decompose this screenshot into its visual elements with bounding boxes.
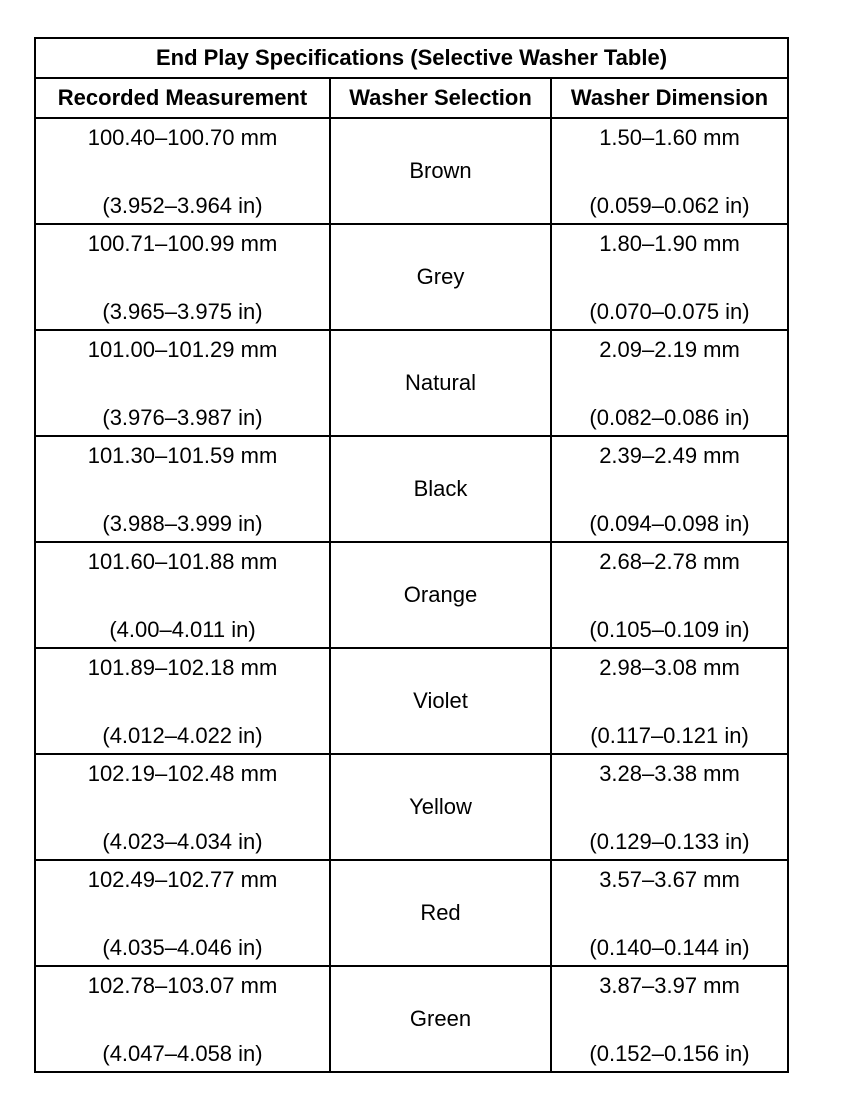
washer-dimension-cell bbox=[551, 436, 788, 542]
washer-color: Violet bbox=[413, 688, 468, 713]
measurement-mm: 101.00–101.29 mm bbox=[87, 337, 278, 362]
washer-color: Orange bbox=[403, 582, 478, 607]
measurement-mm: 102.78–103.07 mm bbox=[87, 973, 278, 998]
dimension-in: (0.070–0.075 in) bbox=[589, 299, 750, 324]
measurement-mm: 100.40–100.70 mm bbox=[87, 125, 278, 150]
dimension-in: (0.140–0.144 in) bbox=[589, 935, 750, 960]
title-row bbox=[35, 38, 788, 78]
table-row bbox=[35, 648, 788, 754]
dimension-mm: 1.80–1.90 mm bbox=[599, 231, 740, 256]
dimension-in: (0.082–0.086 in) bbox=[589, 405, 750, 430]
table-row bbox=[35, 860, 788, 966]
table-row bbox=[35, 436, 788, 542]
washer-selection-cell bbox=[330, 648, 551, 754]
header-row bbox=[35, 78, 788, 118]
washer-selection-cell bbox=[330, 118, 551, 224]
recorded-measurement-cell bbox=[35, 648, 330, 754]
washer-dimension-cell bbox=[551, 754, 788, 860]
dimension-in: (0.059–0.062 in) bbox=[589, 193, 750, 218]
washer-selection-cell bbox=[330, 966, 551, 1072]
column-header-washer-selection: Washer Selection bbox=[330, 78, 551, 118]
measurement-mm: 100.71–100.99 mm bbox=[87, 231, 278, 256]
recorded-measurement-cell bbox=[35, 224, 330, 330]
dimension-mm: 3.28–3.38 mm bbox=[599, 761, 740, 786]
measurement-in: (3.952–3.964 in) bbox=[102, 193, 263, 218]
measurement-in: (4.012–4.022 in) bbox=[102, 723, 263, 748]
washer-color: Black bbox=[413, 476, 468, 501]
dimension-in: (0.129–0.133 in) bbox=[589, 829, 750, 854]
washer-selection-cell bbox=[330, 330, 551, 436]
dimension-in: (0.105–0.109 in) bbox=[589, 617, 750, 642]
recorded-measurement-cell bbox=[35, 118, 330, 224]
dimension-mm: 2.39–2.49 mm bbox=[599, 443, 740, 468]
washer-color: Natural bbox=[405, 370, 476, 395]
washer-color: Green bbox=[409, 1006, 472, 1031]
measurement-in: (4.035–4.046 in) bbox=[102, 935, 263, 960]
measurement-in: (4.023–4.034 in) bbox=[102, 829, 263, 854]
washer-color: Brown bbox=[409, 158, 472, 183]
measurement-in: (4.00–4.011 in) bbox=[109, 617, 256, 642]
recorded-measurement-cell bbox=[35, 542, 330, 648]
measurement-mm: 102.49–102.77 mm bbox=[87, 867, 278, 892]
table-row bbox=[35, 542, 788, 648]
table-row bbox=[35, 224, 788, 330]
washer-color: Red bbox=[420, 900, 461, 925]
table-row bbox=[35, 966, 788, 1072]
washer-selection-cell bbox=[330, 224, 551, 330]
washer-selection-cell bbox=[330, 754, 551, 860]
table-body bbox=[35, 118, 788, 1072]
washer-spec-table bbox=[34, 37, 789, 1073]
measurement-mm: 101.60–101.88 mm bbox=[87, 549, 278, 574]
measurement-mm: 101.30–101.59 mm bbox=[87, 443, 278, 468]
column-header-washer-dimension: Washer Dimension bbox=[551, 78, 788, 118]
measurement-in: (3.976–3.987 in) bbox=[102, 405, 263, 430]
dimension-mm: 3.57–3.67 mm bbox=[599, 867, 740, 892]
washer-dimension-cell bbox=[551, 860, 788, 966]
recorded-measurement-cell bbox=[35, 330, 330, 436]
table-row bbox=[35, 118, 788, 224]
dimension-in: (0.152–0.156 in) bbox=[589, 1041, 750, 1066]
table-title: End Play Specifications (Selective Washer Table) bbox=[35, 38, 788, 78]
washer-dimension-cell bbox=[551, 542, 788, 648]
washer-selection-cell bbox=[330, 436, 551, 542]
measurement-mm: 102.19–102.48 mm bbox=[87, 761, 278, 786]
washer-selection-cell bbox=[330, 542, 551, 648]
recorded-measurement-cell bbox=[35, 754, 330, 860]
dimension-mm: 2.98–3.08 mm bbox=[599, 655, 740, 680]
measurement-in: (3.988–3.999 in) bbox=[102, 511, 263, 536]
washer-dimension-cell bbox=[551, 118, 788, 224]
dimension-in: (0.094–0.098 in) bbox=[589, 511, 750, 536]
recorded-measurement-cell bbox=[35, 436, 330, 542]
dimension-mm: 1.50–1.60 mm bbox=[599, 125, 740, 150]
dimension-mm: 2.68–2.78 mm bbox=[599, 549, 740, 574]
washer-color: Yellow bbox=[409, 794, 472, 819]
table-row bbox=[35, 330, 788, 436]
washer-dimension-cell bbox=[551, 330, 788, 436]
washer-selection-cell bbox=[330, 860, 551, 966]
measurement-in: (3.965–3.975 in) bbox=[102, 299, 263, 324]
washer-color: Grey bbox=[416, 264, 465, 289]
recorded-measurement-cell bbox=[35, 966, 330, 1072]
washer-dimension-cell bbox=[551, 966, 788, 1072]
washer-dimension-cell bbox=[551, 648, 788, 754]
measurement-mm: 101.89–102.18 mm bbox=[87, 655, 278, 680]
column-header-recorded-measurement: Recorded Measurement bbox=[35, 78, 330, 118]
washer-dimension-cell bbox=[551, 224, 788, 330]
dimension-mm: 3.87–3.97 mm bbox=[599, 973, 740, 998]
measurement-in: (4.047–4.058 in) bbox=[102, 1041, 263, 1066]
dimension-mm: 2.09–2.19 mm bbox=[599, 337, 740, 362]
table-row bbox=[35, 754, 788, 860]
recorded-measurement-cell bbox=[35, 860, 330, 966]
dimension-in: (0.117–0.121 in) bbox=[590, 723, 749, 748]
